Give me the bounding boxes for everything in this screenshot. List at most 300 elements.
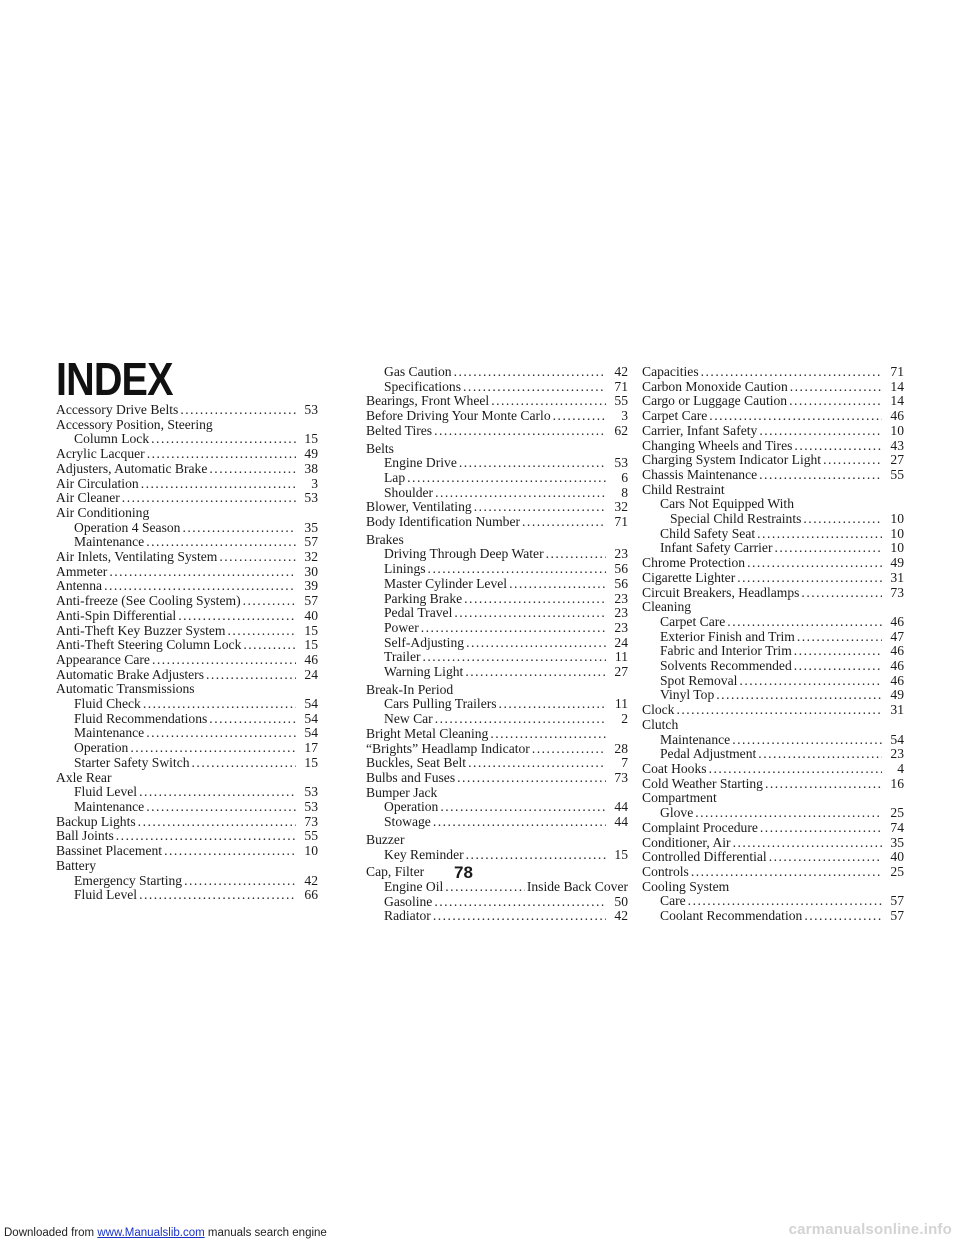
index-entry (642, 586, 904, 601)
entry-page-number: 46 (890, 672, 904, 688)
entry-page-number: 39 (304, 578, 318, 594)
dot-leader (758, 747, 882, 762)
entry-page-number: 43 (890, 437, 904, 453)
index-entry (366, 650, 628, 665)
entry-label: Special Child Restraints (670, 511, 802, 527)
dot-leader (435, 486, 606, 501)
dot-leader (716, 688, 882, 703)
index-entry (366, 424, 628, 439)
index-entry (366, 365, 628, 380)
index-entry (642, 747, 904, 762)
dot-leader (727, 615, 882, 630)
entry-label: Driving Through Deep Water (384, 546, 544, 562)
dot-leader (184, 874, 296, 889)
entry-page-number: 4 (897, 760, 904, 776)
index-entry (56, 888, 318, 903)
entry-page-number: 3 (621, 408, 628, 424)
dot-leader (797, 630, 882, 645)
index-entry (642, 836, 904, 851)
dot-leader (192, 756, 296, 771)
entry-page-number: 23 (614, 619, 628, 635)
entry-label: Solvents Recommended (660, 658, 792, 674)
dot-leader (243, 594, 296, 609)
entry-label: Clock (642, 702, 675, 718)
dot-leader (433, 909, 606, 924)
index-entry (366, 756, 628, 771)
entry-label: Controlled Differential (642, 849, 767, 865)
entry-label: Vinyl Top (660, 687, 715, 703)
entry-page-number: 10 (890, 525, 904, 541)
dot-leader (457, 771, 606, 786)
dot-leader (209, 462, 296, 477)
dot-leader (801, 586, 882, 601)
entry-label: Linings (384, 561, 426, 577)
index-entry (642, 453, 904, 468)
entry-label: Fluid Level (74, 784, 138, 800)
dot-leader (146, 726, 296, 741)
entry-page-number: 23 (890, 746, 904, 762)
dot-leader (490, 727, 606, 742)
dot-leader (757, 527, 882, 542)
entry-label: Ammeter (56, 563, 108, 579)
index-entry (56, 653, 318, 668)
index-heading: Cap, Filter (366, 864, 425, 880)
entry-label: Charging System Indicator Light (642, 452, 822, 468)
dot-leader (509, 577, 606, 592)
dot-leader (209, 712, 296, 727)
entry-page-number: 14 (890, 378, 904, 394)
entry-label: Cold Weather Starting (642, 775, 763, 791)
index-entry (642, 380, 904, 395)
index-entry (56, 829, 318, 844)
index-entry (56, 624, 318, 639)
index-entry (56, 579, 318, 594)
entry-page-number: 66 (304, 887, 318, 903)
index-title: INDEX (56, 353, 173, 405)
index-heading: Accessory Position, Steering (56, 416, 213, 432)
entry-label: Coat Hooks (642, 760, 707, 776)
dot-leader (146, 800, 296, 815)
dot-leader (465, 665, 606, 680)
dot-leader (794, 644, 882, 659)
entry-page-number: 11 (614, 696, 628, 712)
entry-page-number: 54 (304, 710, 318, 726)
entry-label: Operation (384, 799, 439, 815)
dot-leader (789, 394, 882, 409)
dot-leader (138, 815, 296, 830)
entry-label: Fluid Check (74, 696, 141, 712)
index-heading: Automatic Transmissions (56, 681, 195, 697)
dot-leader (151, 432, 296, 447)
index-entry (366, 895, 628, 910)
dot-leader (421, 621, 606, 636)
entry-label: Lap (384, 469, 406, 485)
entry-page-number: 7 (621, 755, 628, 771)
dot-leader (219, 550, 296, 565)
entry-label: Emergency Starting (74, 872, 183, 888)
entry-page-number: 55 (890, 466, 904, 482)
index-entry (56, 491, 318, 506)
entry-page-number: 57 (304, 593, 318, 609)
dot-leader (553, 409, 606, 424)
manualslib-link[interactable]: www.Manualslib.com (97, 1227, 205, 1239)
entry-page-number: 46 (890, 613, 904, 629)
entry-label: Antenna (56, 578, 103, 594)
index-entry (366, 848, 628, 863)
entry-page-number: 56 (614, 575, 628, 591)
entry-label: Radiator (384, 908, 431, 924)
dot-leader (434, 895, 606, 910)
entry-label: Trailer (384, 649, 421, 665)
index-entry (642, 571, 904, 586)
entry-page-number: 15 (614, 846, 628, 862)
entry-label: Engine Drive (384, 455, 457, 471)
entry-label: Column Lock (74, 431, 150, 447)
dot-leader (733, 836, 882, 851)
entry-label: Fluid Level (74, 887, 138, 903)
entry-page-number: 54 (304, 696, 318, 712)
index-entry (366, 606, 628, 621)
dot-leader (182, 521, 296, 536)
entry-page-number: 73 (304, 813, 318, 829)
index-entry (366, 592, 628, 607)
dot-leader (434, 424, 606, 439)
entry-label: Air Cleaner (56, 490, 120, 506)
dot-leader (122, 491, 296, 506)
index-heading: Cars Not Equipped With (660, 496, 794, 512)
index-entry (366, 742, 628, 757)
dot-leader (739, 674, 882, 689)
index-entry (366, 515, 628, 530)
dot-leader (765, 777, 882, 792)
entry-page-number: 35 (890, 834, 904, 850)
dot-leader (454, 365, 606, 380)
index-entry (56, 432, 318, 447)
index-heading: Child Restraint (642, 481, 725, 497)
index-entry (642, 556, 904, 571)
index-entry (366, 800, 628, 815)
entry-label: Pedal Travel (384, 605, 453, 621)
entry-label: Cargo or Luggage Caution (642, 393, 788, 409)
entry-page-number: 53 (614, 455, 628, 471)
entry-label: Air Circulation (56, 475, 139, 491)
index-entry (642, 365, 904, 380)
dot-leader (747, 556, 882, 571)
index-entry (366, 486, 628, 501)
index-heading: Compartment (642, 790, 717, 806)
index-entry (56, 741, 318, 756)
entry-label: Automatic Brake Adjusters (56, 666, 204, 682)
dot-leader (440, 800, 606, 815)
dot-leader (146, 535, 296, 550)
index-entry (642, 527, 904, 542)
page-number: 78 (454, 863, 473, 882)
index-entry (366, 697, 628, 712)
entry-label: Anti-Theft Steering Column Lock (56, 637, 242, 653)
dot-leader (152, 653, 296, 668)
entry-page-number: 71 (890, 364, 904, 379)
entry-label: Capacities (642, 364, 699, 379)
index-entry (642, 439, 904, 454)
dot-leader (790, 380, 882, 395)
entry-label: Acrylic Lacquer (56, 446, 145, 462)
entry-page-number: 23 (614, 590, 628, 606)
dot-leader (435, 712, 606, 727)
index-entry (56, 756, 318, 771)
index-entry (642, 821, 904, 836)
entry-page-number: 32 (304, 549, 318, 565)
entry-label: Bright Metal Cleaning (366, 725, 489, 741)
dot-leader (139, 785, 296, 800)
entry-page-number: 31 (890, 569, 904, 585)
dot-leader (774, 541, 882, 556)
entry-page-number: 56 (614, 561, 628, 577)
index-entry (642, 659, 904, 674)
entry-label: Carpet Care (642, 408, 708, 424)
dot-leader (468, 756, 606, 771)
index-heading: Belts (366, 440, 394, 456)
dot-leader (130, 741, 296, 756)
entry-label: Master Cylinder Level (384, 575, 508, 591)
dot-leader (701, 365, 882, 380)
entry-page-number: 24 (304, 666, 318, 682)
dot-leader (180, 403, 296, 418)
entry-label: Child Safety Seat (660, 525, 756, 541)
entry-page-number: 42 (614, 364, 628, 379)
dot-leader (463, 380, 606, 395)
index-entry (366, 909, 628, 924)
entry-page-number: 10 (304, 843, 318, 859)
index-heading: Buzzer (366, 831, 405, 847)
entry-label: New Car (384, 711, 433, 727)
dot-leader (464, 592, 606, 607)
entry-page-number: 53 (304, 784, 318, 800)
index-entry (56, 403, 318, 418)
index-entry (56, 844, 318, 859)
entry-page-number: Inside Back Cover (526, 878, 628, 894)
entry-page-number: 53 (304, 490, 318, 506)
entry-page-number: 44 (614, 814, 628, 830)
entry-label: Backup Lights (56, 813, 136, 829)
index-entry (56, 462, 318, 477)
entry-label: Cigarette Lighter (642, 569, 736, 585)
index-entry (642, 615, 904, 630)
entry-label: Accessory Drive Belts (56, 402, 179, 417)
entry-page-number: 10 (890, 540, 904, 556)
entry-label: Fabric and Interior Trim (660, 643, 792, 659)
index-entry (642, 409, 904, 424)
entry-label: Before Driving Your Monte Carlo (366, 408, 551, 424)
dot-leader (794, 439, 882, 454)
entry-page-number: 15 (304, 754, 318, 770)
entry-page-number: 57 (890, 893, 904, 909)
entry-label: Care (660, 893, 686, 909)
entry-page-number: 55 (614, 393, 628, 409)
index-entry (56, 668, 318, 683)
index-entry (366, 621, 628, 636)
footer-suffix: manuals search engine (204, 1227, 327, 1239)
entry-label: Blower, Ventilating (366, 499, 472, 515)
index-entry (56, 712, 318, 727)
dot-leader (823, 453, 882, 468)
index-entry (642, 894, 904, 909)
entry-page-number: 74 (890, 819, 904, 835)
dot-leader (709, 762, 882, 777)
index-column-2 (366, 365, 628, 924)
index-entry (642, 512, 904, 527)
index-column-1 (56, 403, 318, 903)
index-entry (642, 688, 904, 703)
entry-label: Maintenance (74, 798, 145, 814)
index-heading: Brakes (366, 531, 404, 547)
entry-page-number: 15 (304, 431, 318, 447)
dot-leader (428, 562, 606, 577)
entry-label: Coolant Recommendation (660, 908, 803, 924)
index-entry (56, 565, 318, 580)
index-heading: Cleaning (642, 599, 692, 615)
entry-page-number: 44 (614, 799, 628, 815)
index-heading: Break-In Period (366, 681, 454, 697)
entry-label: Anti-Spin Differential (56, 607, 177, 623)
index-entry (366, 471, 628, 486)
entry-label: Maintenance (74, 725, 145, 741)
dot-leader (491, 394, 606, 409)
index-heading: Axle Rear (56, 769, 112, 785)
dot-leader (759, 424, 882, 439)
entry-label: Operation 4 Season (74, 519, 181, 535)
entry-page-number: 11 (614, 649, 628, 665)
index-entry (642, 762, 904, 777)
dot-leader (116, 829, 296, 844)
entry-label: Gasoline (384, 893, 433, 909)
index-entry (642, 644, 904, 659)
dot-leader (499, 697, 606, 712)
entry-page-number: 17 (304, 740, 318, 756)
dot-leader (454, 606, 606, 621)
index-column-3 (642, 365, 904, 924)
entry-page-number: 27 (890, 452, 904, 468)
entry-label: Maintenance (74, 534, 145, 550)
index-entry (366, 547, 628, 562)
entry-label: Specifications (384, 378, 462, 394)
dot-leader (423, 650, 607, 665)
dot-leader (164, 844, 296, 859)
entry-page-number: 2 (621, 711, 628, 727)
entry-label: Belted Tires (366, 422, 433, 438)
entry-label: Glove (660, 805, 694, 821)
entry-page-number: 46 (304, 651, 318, 667)
index-entry (366, 727, 628, 742)
dot-leader (109, 565, 296, 580)
index-heading: Battery (56, 857, 97, 873)
index-heading: Clutch (642, 716, 679, 732)
dot-leader (243, 638, 296, 653)
entry-label: Cars Pulling Trailers (384, 696, 497, 712)
dot-leader (143, 697, 296, 712)
entry-page-number: 47 (890, 628, 904, 644)
entry-label: Conditioner, Air (642, 834, 731, 850)
entry-label: Engine Oil (384, 878, 444, 894)
index-entry (366, 665, 628, 680)
footer-prefix: Downloaded from (4, 1227, 98, 1239)
entry-label: Complaint Procedure (642, 819, 758, 835)
entry-label: Air Inlets, Ventilating System (56, 549, 218, 565)
dot-leader (459, 456, 606, 471)
entry-page-number: 73 (890, 584, 904, 600)
dot-leader (737, 571, 882, 586)
index-entry (366, 394, 628, 409)
entry-label: Anti-freeze (See Cooling System) (56, 593, 241, 609)
entry-label: Appearance Care (56, 651, 150, 667)
entry-page-number: 16 (890, 775, 904, 791)
entry-page-number: 71 (614, 514, 628, 530)
dot-leader (794, 659, 882, 674)
index-entry (56, 594, 318, 609)
entry-page-number: 14 (890, 393, 904, 409)
index-entry (56, 815, 318, 830)
entry-label: Carbon Monoxide Caution (642, 378, 788, 394)
index-entry (366, 771, 628, 786)
entry-page-number: 42 (614, 908, 628, 924)
entry-page-number: 53 (304, 798, 318, 814)
entry-page-number: 49 (890, 687, 904, 703)
entry-page-number: 24 (614, 634, 628, 650)
entry-label: Carpet Care (660, 613, 726, 629)
dot-leader (466, 848, 606, 863)
entry-label: Chrome Protection (642, 555, 746, 571)
dot-leader (804, 909, 882, 924)
entry-page-number: 54 (304, 725, 318, 741)
dot-leader (178, 609, 296, 624)
entry-page-number: 35 (304, 519, 318, 535)
entry-label: Starter Safety Switch (74, 754, 190, 770)
entry-page-number: 54 (890, 731, 904, 747)
entry-label: Pedal Adjustment (660, 746, 757, 762)
entry-page-number: 55 (304, 828, 318, 844)
entry-label: Shoulder (384, 484, 434, 500)
dot-leader (695, 806, 882, 821)
dot-leader (688, 894, 882, 909)
entry-page-number: 46 (890, 643, 904, 659)
entry-label: Warning Light (384, 664, 464, 680)
entry-page-number: 15 (304, 622, 318, 638)
entry-page-number: 15 (304, 637, 318, 653)
entry-page-number: 10 (890, 511, 904, 527)
index-entry (56, 550, 318, 565)
dot-leader (769, 850, 882, 865)
entry-page-number: 49 (304, 446, 318, 462)
index-entry (642, 865, 904, 880)
dot-leader (147, 447, 296, 462)
index-entry (366, 815, 628, 830)
dot-leader (407, 471, 606, 486)
index-entry (366, 409, 628, 424)
index-entry (642, 777, 904, 792)
entry-label: Bulbs and Fuses (366, 769, 456, 785)
index-entry (56, 800, 318, 815)
dot-leader (228, 624, 297, 639)
index-entry (642, 909, 904, 924)
dot-leader (466, 636, 606, 651)
index-entry (642, 674, 904, 689)
entry-page-number: 71 (614, 378, 628, 394)
entry-page-number: 46 (890, 408, 904, 424)
index-entry (56, 638, 318, 653)
index-entry (366, 562, 628, 577)
entry-label: Changing Wheels and Tires (642, 437, 793, 453)
entry-page-number: 25 (890, 863, 904, 879)
dot-leader (676, 703, 882, 718)
